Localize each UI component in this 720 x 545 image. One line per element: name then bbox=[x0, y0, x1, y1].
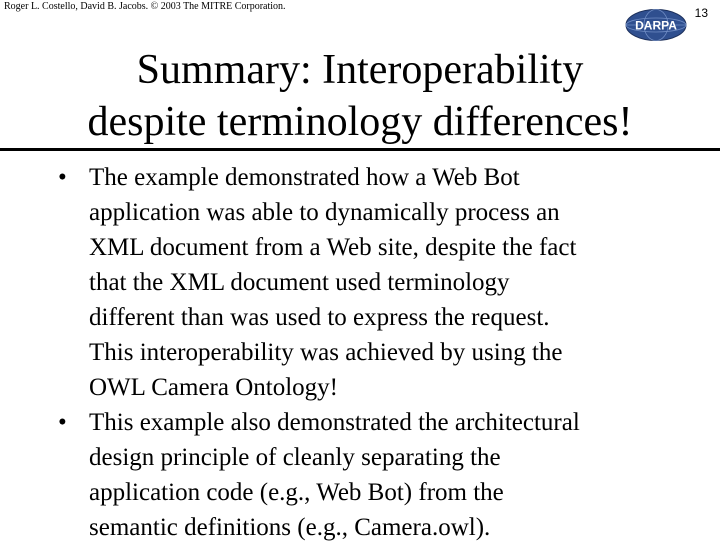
bullet-line: XML document from a Web site, despite the fact bbox=[89, 234, 577, 261]
title-line: Summary: Interoperability bbox=[136, 47, 584, 93]
darpa-logo bbox=[625, 8, 687, 42]
bullet-line: This example also demonstrated the architectural bbox=[89, 409, 580, 436]
bullet-icon: • bbox=[58, 409, 67, 436]
slide-title bbox=[0, 44, 720, 148]
page-number: 13 bbox=[694, 6, 708, 20]
bullet-icon: • bbox=[58, 164, 67, 191]
bullet-list bbox=[58, 160, 698, 545]
darpa-logo-text: DARPA bbox=[635, 18, 677, 33]
title-divider bbox=[0, 148, 720, 151]
bullet-line: that the XML document used terminology bbox=[89, 269, 510, 296]
bullet-line: design principle of cleanly separating the bbox=[89, 444, 501, 471]
title-line: despite terminology differences! bbox=[87, 99, 633, 145]
bullet-line: application code (e.g., Web Bot) from the bbox=[89, 479, 504, 506]
copyright-notice: Roger L. Costello, David B. Jacobs. © 2003 The MITRE Corporation. bbox=[4, 1, 286, 12]
bullet-item bbox=[58, 405, 698, 545]
bullet-line: semantic definitions (e.g., Camera.owl). bbox=[89, 514, 491, 541]
bullet-line: This interoperability was achieved by using the bbox=[89, 339, 563, 366]
bullet-line: different than was used to express the request. bbox=[89, 304, 550, 331]
bullet-line: OWL Camera Ontology! bbox=[89, 374, 338, 401]
bullet-item bbox=[58, 160, 698, 405]
bullet-line: The example demonstrated how a Web Bot bbox=[89, 164, 520, 191]
bullet-line: application was able to dynamically process an bbox=[89, 199, 560, 226]
